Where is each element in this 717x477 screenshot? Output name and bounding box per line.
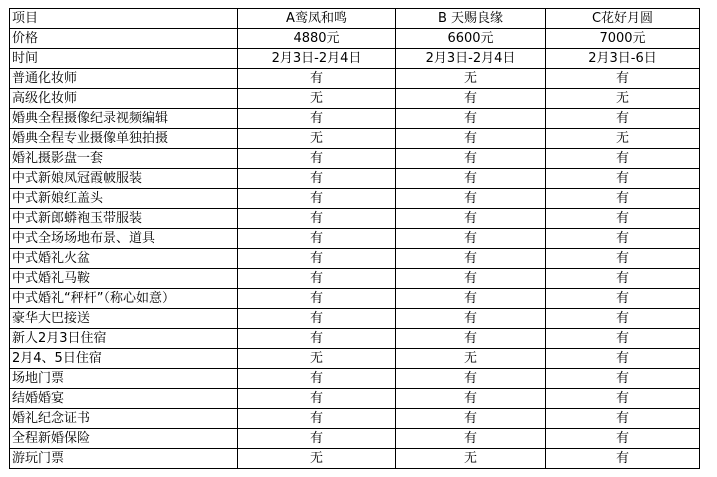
package-a-value: 有 — [238, 329, 396, 349]
package-b-value: 有 — [396, 209, 546, 229]
package-c-value: 有 — [546, 349, 700, 369]
package-b-value: 有 — [396, 229, 546, 249]
package-b-value: 有 — [396, 129, 546, 149]
package-a-value: 有 — [238, 409, 396, 429]
row-label: 中式新娘红盖头 — [10, 189, 238, 209]
table-row — [10, 269, 700, 289]
header-package-b: B 天赐良缘 — [396, 9, 546, 29]
package-a-value: 有 — [238, 389, 396, 409]
package-c-value: 有 — [546, 449, 700, 469]
package-a-value: 无 — [238, 89, 396, 109]
package-b-value: 有 — [396, 169, 546, 189]
row-label: 场地门票 — [10, 369, 238, 389]
package-c-value: 有 — [546, 109, 700, 129]
package-b-value: 有 — [396, 249, 546, 269]
row-label: 中式新娘凤冠霞帔服装 — [10, 169, 238, 189]
package-b-value: 有 — [396, 109, 546, 129]
package-b-value: 有 — [396, 269, 546, 289]
table-row — [10, 189, 700, 209]
package-c-value: 有 — [546, 369, 700, 389]
row-label: 中式婚礼马鞍 — [10, 269, 238, 289]
package-a-value: 有 — [238, 249, 396, 269]
package-a-value: 有 — [238, 309, 396, 329]
package-c-value: 有 — [546, 149, 700, 169]
table-row — [10, 349, 700, 369]
table-row — [10, 69, 700, 89]
table-row — [10, 289, 700, 309]
package-a-value: 4880元 — [238, 29, 396, 49]
table-body — [10, 9, 700, 469]
package-a-value: 无 — [238, 449, 396, 469]
table-row — [10, 109, 700, 129]
package-b-value: 有 — [396, 329, 546, 349]
table-row — [10, 169, 700, 189]
row-label: 全程新婚保险 — [10, 429, 238, 449]
package-a-value: 有 — [238, 209, 396, 229]
table-row — [10, 229, 700, 249]
row-label: 游玩门票 — [10, 449, 238, 469]
row-label: 普通化妆师 — [10, 69, 238, 89]
package-c-value: 有 — [546, 269, 700, 289]
table-row — [10, 209, 700, 229]
table-row — [10, 249, 700, 269]
package-b-value: 有 — [396, 389, 546, 409]
package-a-value: 有 — [238, 149, 396, 169]
package-c-value: 有 — [546, 69, 700, 89]
package-b-value: 有 — [396, 149, 546, 169]
table-row — [10, 149, 700, 169]
table-header-row — [10, 9, 700, 29]
row-label: 婚典全程专业摄像单独拍摄 — [10, 129, 238, 149]
table-row — [10, 369, 700, 389]
package-c-value: 有 — [546, 429, 700, 449]
package-c-value: 有 — [546, 209, 700, 229]
table-row — [10, 449, 700, 469]
package-a-value: 无 — [238, 349, 396, 369]
package-a-value: 2月3日-2月4日 — [238, 49, 396, 69]
package-a-value: 有 — [238, 369, 396, 389]
row-label: 新人2月3日住宿 — [10, 329, 238, 349]
row-label: 2月4、5日住宿 — [10, 349, 238, 369]
package-b-value: 有 — [396, 429, 546, 449]
package-b-value: 2月3日-2月4日 — [396, 49, 546, 69]
header-package-c: C花好月圆 — [546, 9, 700, 29]
package-b-value: 无 — [396, 349, 546, 369]
package-b-value: 无 — [396, 69, 546, 89]
package-b-value: 有 — [396, 289, 546, 309]
table-row — [10, 29, 700, 49]
row-label: 中式婚礼火盆 — [10, 249, 238, 269]
package-c-value: 有 — [546, 309, 700, 329]
package-b-value: 有 — [396, 189, 546, 209]
row-label: 中式全场场地布景、道具 — [10, 229, 238, 249]
package-b-value: 有 — [396, 369, 546, 389]
package-a-value: 有 — [238, 269, 396, 289]
table-row — [10, 329, 700, 349]
package-a-value: 有 — [238, 69, 396, 89]
package-a-value: 有 — [238, 189, 396, 209]
table-row — [10, 409, 700, 429]
package-c-value: 有 — [546, 189, 700, 209]
row-label: 婚礼摄影盘一套 — [10, 149, 238, 169]
package-c-value: 有 — [546, 289, 700, 309]
table-row — [10, 49, 700, 69]
table-row — [10, 309, 700, 329]
row-label: 婚典全程摄像纪录视频编辑 — [10, 109, 238, 129]
row-label: 中式新郎蟒袍玉带服装 — [10, 209, 238, 229]
row-label: 高级化妆师 — [10, 89, 238, 109]
package-a-value: 有 — [238, 229, 396, 249]
package-b-value: 有 — [396, 409, 546, 429]
package-b-value: 无 — [396, 449, 546, 469]
row-label: 中式婚礼“秤杆”（称心如意） — [10, 289, 238, 309]
package-c-value: 有 — [546, 409, 700, 429]
package-c-value: 无 — [546, 89, 700, 109]
row-label: 结婚婚宴 — [10, 389, 238, 409]
package-a-value: 有 — [238, 429, 396, 449]
table-row — [10, 129, 700, 149]
package-c-value: 2月3日-6日 — [546, 49, 700, 69]
package-a-value: 无 — [238, 129, 396, 149]
package-c-value: 无 — [546, 129, 700, 149]
row-label: 价格 — [10, 29, 238, 49]
package-a-value: 有 — [238, 289, 396, 309]
package-c-value: 7000元 — [546, 29, 700, 49]
row-label: 时间 — [10, 49, 238, 69]
package-a-value: 有 — [238, 109, 396, 129]
package-c-value: 有 — [546, 249, 700, 269]
package-c-value: 有 — [546, 329, 700, 349]
package-comparison-table — [9, 8, 700, 469]
table-row — [10, 89, 700, 109]
package-a-value: 有 — [238, 169, 396, 189]
table-row — [10, 389, 700, 409]
package-b-value: 6600元 — [396, 29, 546, 49]
package-b-value: 有 — [396, 89, 546, 109]
package-b-value: 有 — [396, 309, 546, 329]
header-package-a: A鸾凤和鸣 — [238, 9, 396, 29]
row-label: 豪华大巴接送 — [10, 309, 238, 329]
package-c-value: 有 — [546, 169, 700, 189]
row-label: 婚礼纪念证书 — [10, 409, 238, 429]
header-item: 项目 — [10, 9, 238, 29]
package-c-value: 有 — [546, 389, 700, 409]
package-c-value: 有 — [546, 229, 700, 249]
table-row — [10, 429, 700, 449]
